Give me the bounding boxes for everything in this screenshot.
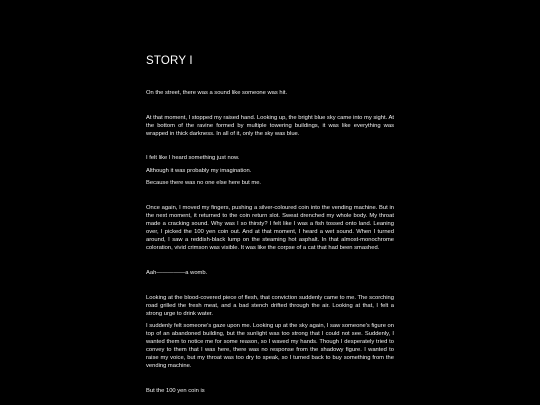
- paragraph-imagination: Although it was probably my imagination.: [146, 167, 252, 174]
- paragraph-womb: Aah—————a womb.: [146, 269, 208, 276]
- paragraph-vending-machine: Once again, I moved my fingers, pushing a silver-coloured coin into the vending machine. But in the next moment, it returned to the coin return slot. Sweat drenched my whole body. My throat made a cracking sound. Why was I so thirsty? I felt like I was a fish tossed onto land. Leaning over, I picked the 100 yen coin out. And at that moment, I heard a wet sound. When I turned around, I saw a reddish-black lump on the steaming hot asphalt. In that almost-monochrome coloration, vivid crimson was visible. It was like the corpse of a cat that had been smashed.: [146, 205, 394, 251]
- paragraph-blue-sky: At that moment, I stopped my raised hand. Looking up, the bright blue sky came into my sight. At the bottom of the ravine formed by multiple towering buildings, it was like everything was wrapped in thick darkness. In all of it, only the sky was blue.: [146, 114, 394, 137]
- paragraph-heard-something: I felt like I heard something just now.: [146, 154, 240, 161]
- paragraph-no-one-else: Because there was no one else here but me.: [146, 180, 262, 187]
- paragraph-street-sound: On the street, there was a sound like someone was hit.: [146, 90, 288, 96]
- story-content: [146, 54, 394, 396]
- paragraph-blood-flesh: Looking at the blood-covered piece of flesh, that conviction suddenly came to me. The scorching road grilled the fresh meat, and a bad stench drifted through the air. Looking at that, I felt a strong urge to drink water.: [146, 294, 394, 317]
- paragraph-coin-cutoff: But the 100 yen coin is: [146, 387, 205, 394]
- paragraph-someones-gaze: I suddenly felt someone's gaze upon me. Looking up at the sky again, I saw someone's figure on top of an abandoned building, but the sunlight was too strong that I could not see. Suddenly, I wanted them to notice me for some reason, so I waved my hands. Though I desperately tried to convey to them that I was here, there was no response from the shadowy figure. I wanted to raise my voice, but my throat was too dry to speak, so I turned back to buy something from the vending machine.: [146, 323, 394, 369]
- story-title: STORY I: [146, 55, 193, 67]
